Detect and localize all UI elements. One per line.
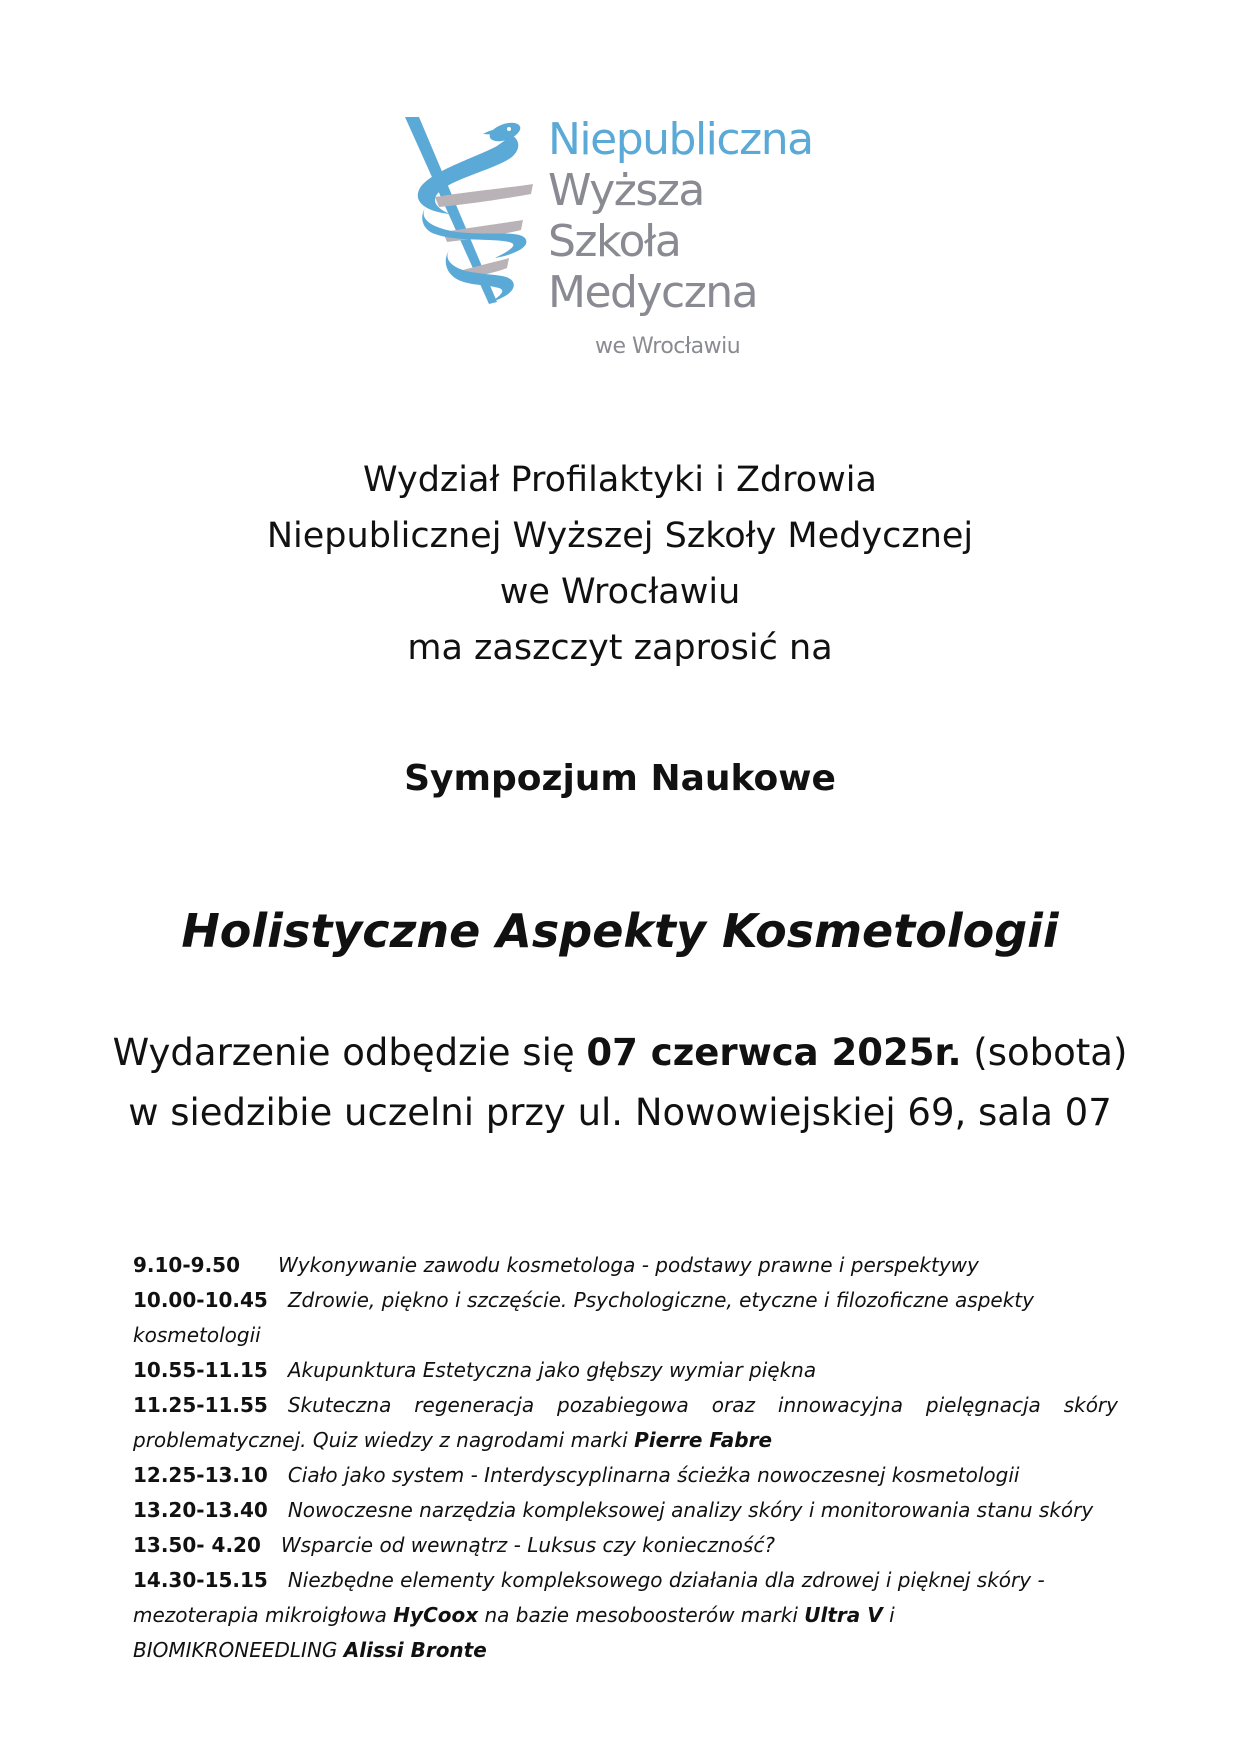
event-type-heading: Sympozjum Naukowe bbox=[404, 758, 836, 799]
intro-line-2: Niepublicznej Wyższej Szkoły Medycznej bbox=[266, 516, 974, 556]
agenda-title: Skuteczna regeneracja pozabiegowa oraz innowacyjna pielęgnacja skóry problematycznej. Quiz wiedzy z nagrodami marki bbox=[133, 1393, 1118, 1452]
agenda-title: Nowoczesne narzędzia kompleksowej analizy skóry i monitorowania stanu skóry bbox=[287, 1498, 1094, 1522]
agenda-title: Zdrowie, piękno i szczęście. Psychologiczne, etyczne i filozoficzne aspekty kosmetologii bbox=[133, 1288, 1034, 1347]
agenda-title: Wsparcie od wewnątrz - Luksus czy konieczność? bbox=[280, 1533, 775, 1557]
agenda-item bbox=[133, 1528, 1118, 1563]
event-date: 07 czerwca 2025r. bbox=[586, 1031, 962, 1074]
intro-line-4: ma zaszczyt zaprosić na bbox=[407, 628, 833, 668]
agenda-time: 11.25-11.55 bbox=[133, 1393, 268, 1417]
agenda-list bbox=[133, 1248, 1118, 1668]
event-date-prefix: Wydarzenie odbędzie się bbox=[112, 1031, 587, 1074]
caduceus-snake-icon bbox=[405, 112, 545, 362]
agenda-time: 13.20-13.40 bbox=[133, 1498, 268, 1522]
agenda-time: 13.50- 4.20 bbox=[133, 1533, 261, 1557]
agenda-item bbox=[133, 1248, 1118, 1283]
agenda-brand: Ultra V bbox=[804, 1603, 883, 1627]
agenda-title: na bazie mesoboosterów marki bbox=[478, 1603, 805, 1627]
logo-subtitle: we Wrocławiu bbox=[595, 334, 741, 359]
agenda-title: Niezbędne elementy kompleksowego działania dla zdrowej i pięknej skóry - mezoterapia mikroigłowa bbox=[133, 1568, 1045, 1627]
logo-line-1: Niepubliczna bbox=[548, 114, 813, 165]
agenda-time: 9.10-9.50 bbox=[133, 1253, 240, 1277]
agenda-time: 10.55-11.15 bbox=[133, 1358, 268, 1382]
event-day: (sobota) bbox=[961, 1031, 1128, 1074]
agenda-title: Ciało jako system - Interdyscyplinarna ścieżka nowoczesnej kosmetologii bbox=[287, 1463, 1020, 1487]
event-date-line bbox=[0, 1023, 1240, 1083]
agenda-item bbox=[133, 1283, 1118, 1353]
intro-line-1: Wydział Profilaktyki i Zdrowia bbox=[363, 460, 877, 500]
university-logo bbox=[405, 112, 835, 362]
agenda-item bbox=[133, 1388, 1118, 1458]
agenda-title: Akupunktura Estetyczna jako głębszy wymiar piękna bbox=[287, 1358, 817, 1382]
event-title: Holistyczne Aspekty Kosmetologii bbox=[181, 904, 1059, 958]
agenda-item bbox=[133, 1493, 1118, 1528]
invitation-intro bbox=[0, 452, 1240, 676]
agenda-time: 10.00-10.45 bbox=[133, 1288, 268, 1312]
agenda-time: 12.25-13.10 bbox=[133, 1463, 268, 1487]
event-location: w siedzibie uczelni przy ul. Nowowiejskiej 69, sala 07 bbox=[128, 1091, 1112, 1134]
agenda-brand: HyCoox bbox=[393, 1603, 479, 1627]
agenda-item bbox=[133, 1563, 1118, 1668]
agenda-title: i BIOMIKRONEEDLING bbox=[133, 1603, 914, 1662]
agenda-item bbox=[133, 1458, 1118, 1493]
logo-line-2: Wyższa bbox=[548, 165, 704, 216]
logo-line-3: Szkoła bbox=[548, 216, 681, 267]
logo-wordmark bbox=[548, 114, 813, 318]
agenda-time: 14.30-15.15 bbox=[133, 1568, 268, 1592]
agenda-brand: Alissi Bronte bbox=[343, 1638, 487, 1662]
agenda-item bbox=[133, 1353, 1118, 1388]
agenda-brand: Pierre Fabre bbox=[634, 1428, 773, 1452]
agenda-title: Wykonywanie zawodu kosmetologa - podstawy prawne i perspektywy bbox=[278, 1253, 979, 1277]
event-info bbox=[0, 1023, 1240, 1143]
intro-line-3: we Wrocławiu bbox=[499, 572, 741, 612]
logo-line-4: Medyczna bbox=[548, 267, 758, 318]
